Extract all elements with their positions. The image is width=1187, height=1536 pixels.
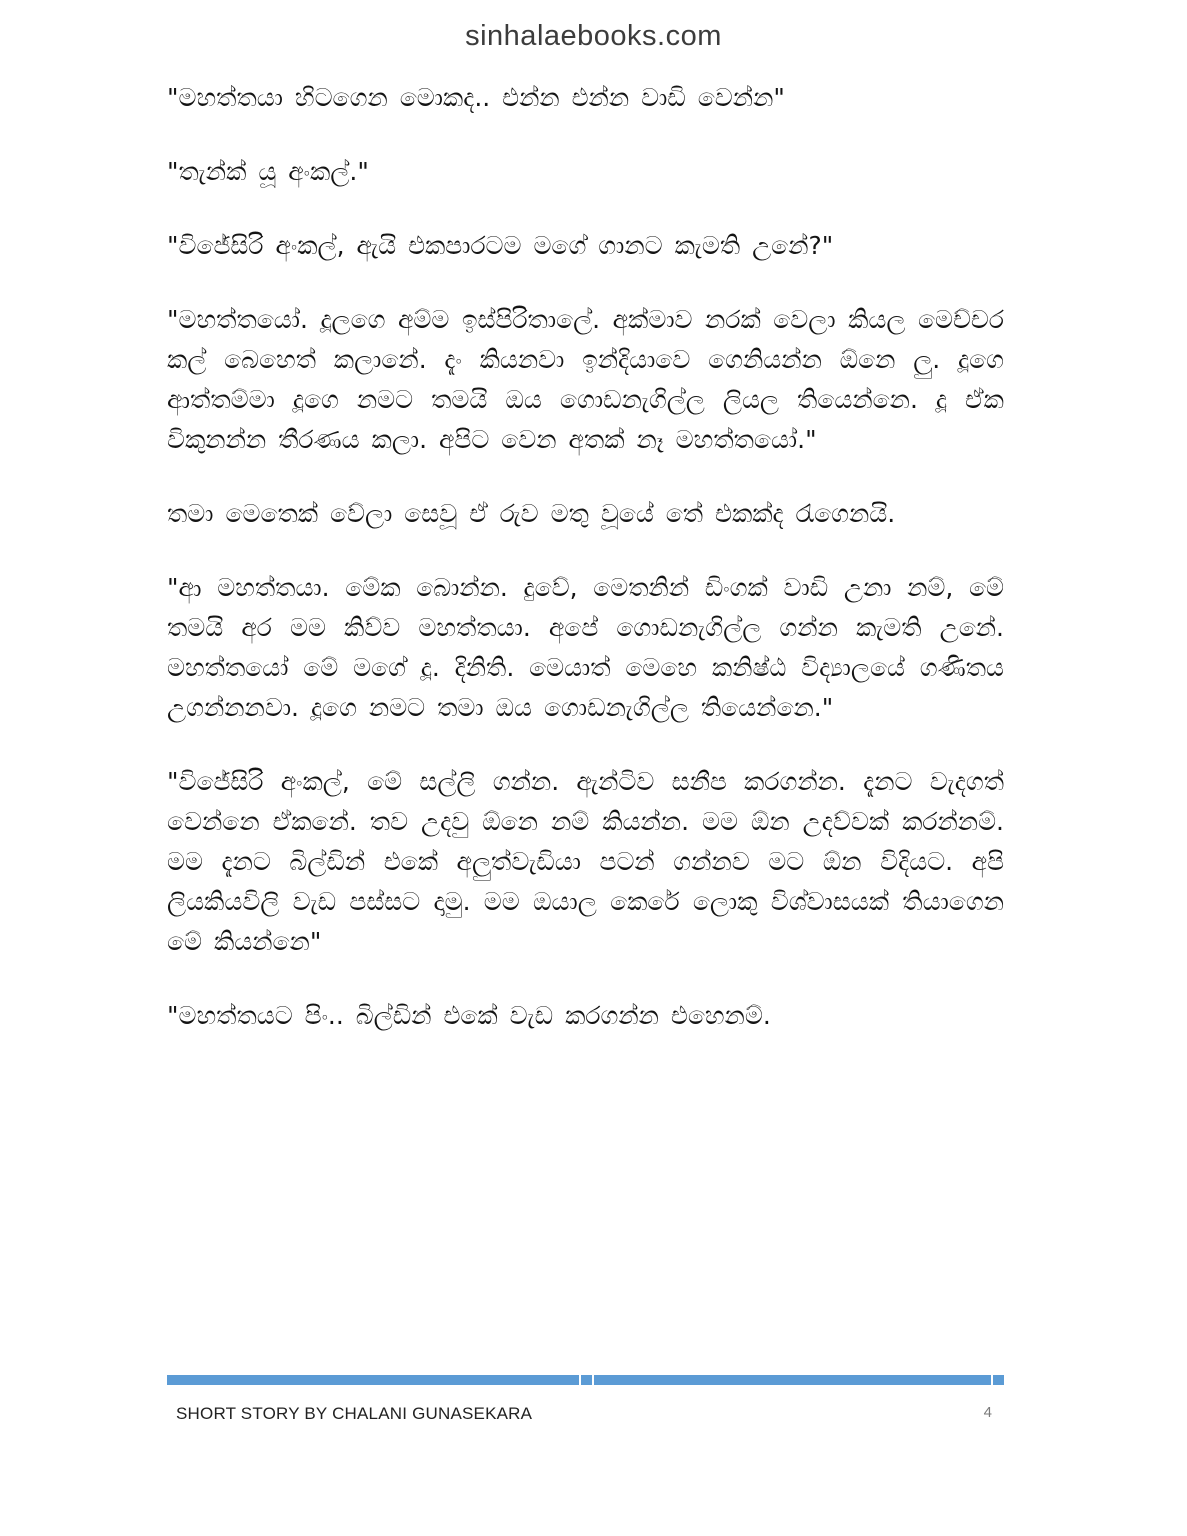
page-number: 4	[983, 1404, 992, 1421]
footer-bar-notch	[592, 1375, 594, 1385]
paragraph-8: "මහත්තයට පිං.. බිල්ඩින් එකේ වැඩ කරගන්න එහෙනම්.	[167, 1001, 771, 1030]
paragraph-2: "තැන්ක් යූ අංකල්."	[167, 157, 369, 186]
footer-bar-notch	[991, 1375, 993, 1385]
paragraph-5: තමා මෙතෙක් වේලා සෙවූ ඒ රුව මතු වූයේ තේ එකක්ද රැගෙනයි.	[167, 499, 896, 528]
site-watermark: sinhalaebooks.com	[465, 20, 722, 52]
footer-divider-bar	[167, 1375, 1004, 1385]
paragraph-6: "ආ මහත්තයා. මේක බොන්න. දුවේ, මෙතනින් ඩිංගක් වාඩි උනා නම්, මේ තමයි අර මම කිව්ව මහත්තයා. අපේ ගොඩනැගිල්ල ගන්න කැමති උනේ. මහත්තයෝ මේ මගේ දූ. දිනිති. මෙයාත් මෙහෙ කනිෂ්ඨ විද්‍යාලයේ ගණිතය උගන්නනවා. දූගෙ නමට තමා ඔය ගොඩනැගිල්ල තියෙන්නෙ."	[167, 573, 1004, 722]
paragraph-7: "විජේසිරි අංකල්, මේ සල්ලි ගන්න. ඇන්ටිව සනීප කරගන්න. දැනට වැදගත් වෙන්නෙ ඒකනේ. තව උදවු ඕනෙ නම් කියන්න. මම ඕන උදව්වක් කරන්නම්. මම දැනට බිල්ඩින් එකේ අලුත්වැඩියා පටන් ගන්නව මට ඕන විදියට. අපි ලියකියවිලි වැඩ පස්සට දාමු. මම ඔයාල කෙරේ ලොකු විශ්වාසයක් තියාගෙන මේ කියන්නෙ"	[167, 767, 1004, 956]
paragraph-1: "මහත්තයා හිටගෙන මොකද.. එන්න එන්න වාඩි වෙන්න"	[167, 83, 785, 112]
footer-title: SHORT STORY BY CHALANI GUNASEKARA	[176, 1404, 533, 1423]
paragraph-3: "විජේසිරි අංකල්, ඇයි එකපාරටම මගේ ගානට කැමති උනේ?"	[167, 231, 834, 260]
story-body	[167, 78, 1004, 1070]
footer-bar-notch	[579, 1375, 581, 1385]
paragraph-4: "මහත්තයෝ. දූලගෙ අම්ම ඉස්පිරිතාලේ. අක්මාව නරක් වෙලා කියල මෙච්චර කල් බෙහෙත් කලානේ. දැං කියනවා ඉන්දියාවෙ ගෙනියන්න ඕනෙ ලු. දූගෙ ආත්තම්මා දූගෙ නමට තමයි ඔය ගොඩනැගිල්ල ලියල තියෙන්නෙ. දූ ඒක විකුනන්න තීරණය කලා. අපිට වෙන අතක් නෑ මහත්තයෝ."	[167, 305, 1004, 454]
